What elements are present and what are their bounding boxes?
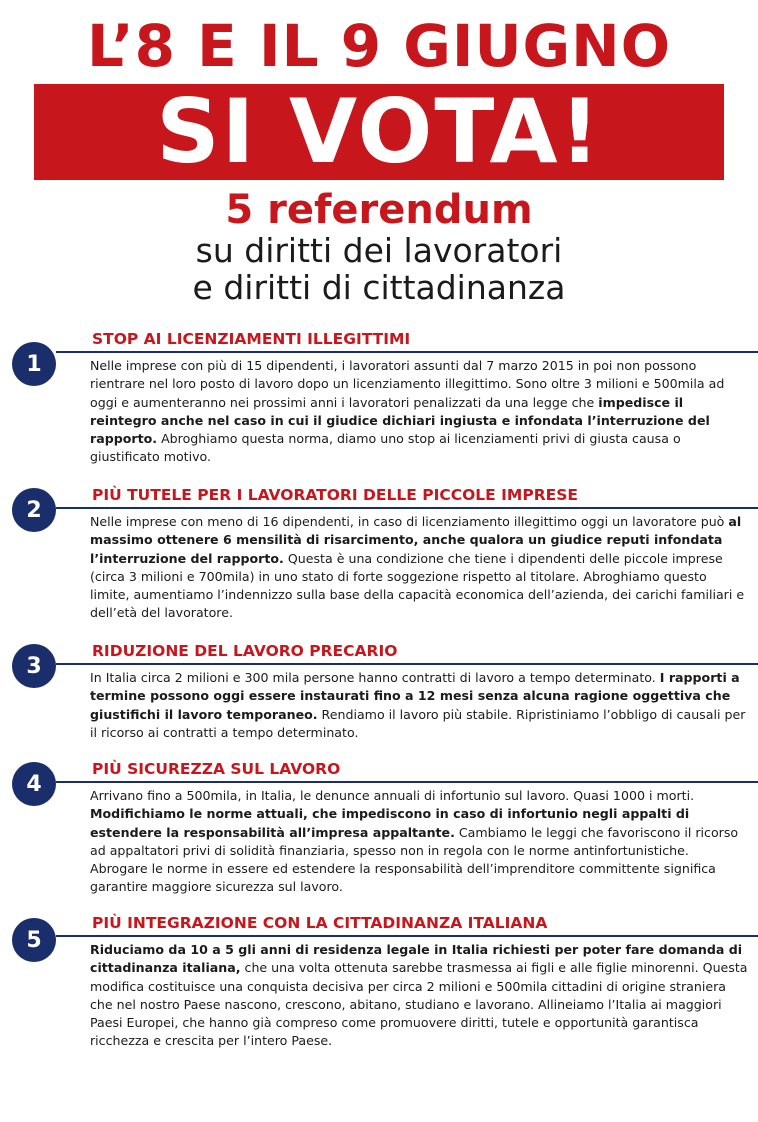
item-number-badge: 4 [12, 762, 56, 806]
item-number-badge: 2 [12, 488, 56, 532]
body-text: Cambiamo le leggi che favoriscono il ricorso ad appaltatori privi di solidità finanziaria, spesso non in regola con le norme antinfortunistiche. Abrogare le norme in essere ed estendere la responsabilità dell’imprenditore committente significa garantire maggiore sicurezza sul lavoro. [90, 824, 739, 895]
item-divider [56, 663, 758, 665]
item-number-badge: 1 [12, 342, 56, 386]
item-title: PIÙ INTEGRAZIONE CON LA CITTADINANZA ITALIANA [92, 914, 548, 932]
tagline-line-2: e diritti di cittadinanza [192, 268, 566, 307]
subtitle: 5 referendum [225, 187, 533, 233]
body-text: Arrivano fino a 500mila, in Italia, le denunce annuali di infortunio sul lavoro. Quasi 1000 i morti. [90, 788, 695, 803]
emphasized-text: Riduciamo da 10 a 5 gli anni di residenza legale in Italia richiesti per poter fare domanda di cittadinanza italiana, [90, 942, 743, 976]
emphasized-text: impedisce il reintegro anche nel caso in cui il giudice dichiari ingiusta e infondata l’interruzione del rapporto. [90, 394, 710, 447]
item-divider [56, 507, 758, 509]
item-title: STOP AI LICENZIAMENTI ILLEGITTIMI [92, 330, 411, 348]
body-text: Rendiamo il lavoro più stabile. Ripristiniamo l’obbligo di causali per il ricorso ai contratti a tempo determinato. [90, 706, 746, 740]
item-number-badge: 3 [12, 644, 56, 688]
item-description [90, 669, 750, 742]
item-description [90, 787, 750, 897]
item-description [90, 357, 750, 467]
emphasized-text: al massimo ottenere 6 mensilità di risarcimento, anche qualora un giudice reputi infondata l’interruzione del rapporto. [90, 514, 742, 566]
body-text: che una volta ottenuta sarebbe trasmessa ai figli e alle figlie minorenni. Questa modifica costituisce una conquista decisiva per circa 2 milioni e 500mila cittadini di origine straniera che nel nostro Paese nascono, crescono, abitano, studiano e lavorano. Allineiamo l’Italia ai maggiori Paesi Europei, che hanno già compreso come promuovere diritti, tutele e opportunità garantisca ricchezza e crescita per l’intero Paese. [90, 960, 748, 1049]
item-title: PIÙ SICUREZZA SUL LAVORO [92, 760, 341, 778]
item-divider [56, 781, 758, 783]
item-title: PIÙ TUTELE PER I LAVORATORI DELLE PICCOLE IMPRESE [92, 486, 578, 504]
tagline [0, 232, 758, 306]
emphasized-text: Modifichiamo le norme attuali, che impediscono in caso di infortunio negli appalti di estendere la responsabilità all’impresa appaltante. [90, 806, 690, 840]
body-text: In Italia circa 2 milioni e 300 mila persone hanno contratti di lavoro a tempo determinato. [90, 670, 660, 685]
item-description [90, 941, 750, 1051]
item-title: RIDUZIONE DEL LAVORO PRECARIO [92, 642, 398, 660]
body-text: Questa è una condizione che tiene i dipendenti delle piccole imprese (circa 3 milioni e 700mila) in uno stato di forte soggezione rispetto al titolare. Abroghiamo questo limite, aumentiamo l’indennizzo sulla base della capacità economica dell’azienda, dei carichi familiari e dell’età del lavoratore. [90, 550, 745, 621]
headline-call: SI VOTA! [156, 80, 602, 183]
body-text: Abroghiamo questa norma, diamo uno stop ai licenziamenti privi di giusta causa o giustificato motivo. [90, 431, 681, 465]
headline-banner [34, 80, 724, 183]
item-divider [56, 935, 758, 937]
emphasized-text: I rapporti a termine possono oggi essere instaurati fino a 12 mesi senza alcuna ragione oggettiva che giustifichi il lavoro temporaneo. [90, 670, 740, 722]
tagline-line-1: su diritti dei lavoratori [195, 231, 563, 270]
item-description [90, 513, 750, 623]
body-text: Nelle imprese con meno di 16 dipendenti, in caso di licenziamento illegittimo oggi un lavoratore può [90, 514, 729, 529]
body-text: Nelle imprese con più di 15 dipendenti, i lavoratori assunti dal 7 marzo 2015 in poi non possono rientrare nel loro posto di lavoro dopo un licenziamento illegittimo. Sono oltre 3 milioni e 500mila ad oggi e aumenteranno nei prossimi anni i lavoratori penalizzati da una legge che [90, 358, 725, 410]
item-divider [56, 351, 758, 353]
headline-dates: L’8 E IL 9 GIUGNO [86, 12, 672, 80]
item-number-badge: 5 [12, 918, 56, 962]
